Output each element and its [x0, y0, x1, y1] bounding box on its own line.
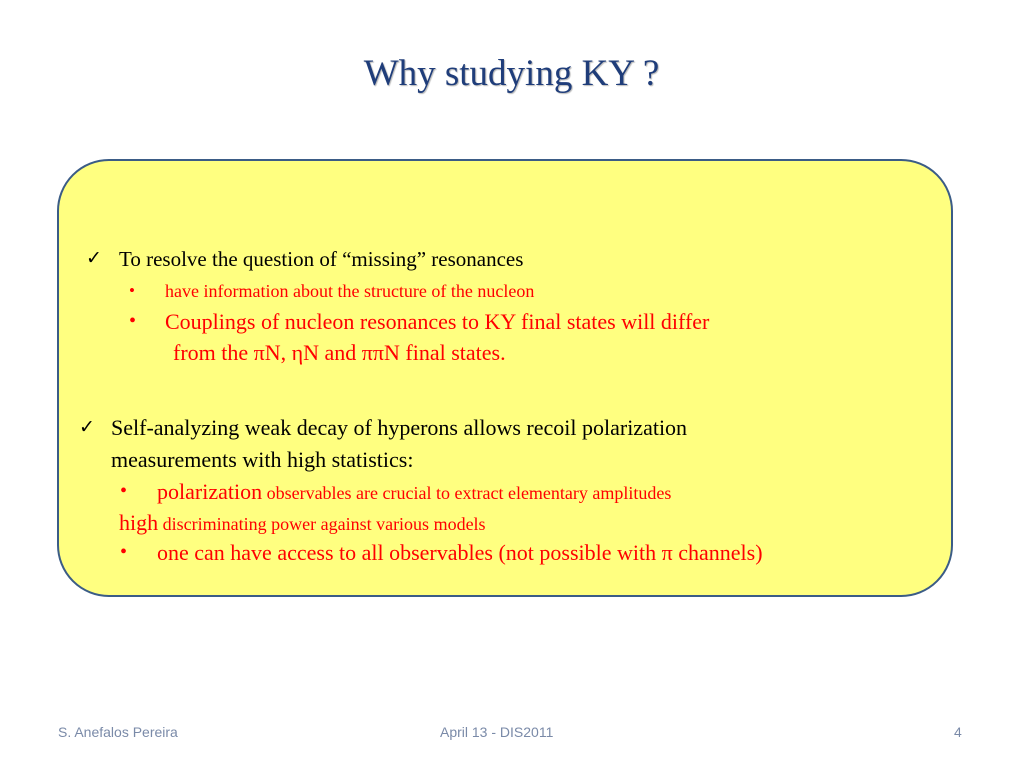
- checkmark-icon: ✓: [79, 417, 95, 438]
- section2-line-2-lead: high: [119, 510, 159, 535]
- section1-bullet-1: have information about the structure of the nucleon: [165, 281, 535, 301]
- section1-heading: To resolve the question of “missing” resonances: [119, 247, 524, 271]
- section1-bullet-2-line1: Couplings of nucleon resonances to KY final states will differ: [165, 309, 710, 334]
- footer-page-number: 4: [954, 724, 962, 740]
- section2-line-2-text: discriminating power against various models: [158, 514, 486, 534]
- checkmark-icon: ✓: [86, 248, 102, 269]
- section2-bullet-1-text: observables are crucial to extract elementary amplitudes: [262, 483, 672, 503]
- section2-heading-line2: measurements with high statistics:: [111, 447, 414, 472]
- section2-bullet-1-lead: polarization: [157, 479, 263, 504]
- bullet-icon: •: [120, 541, 128, 563]
- section2-bullet-1: [157, 479, 671, 505]
- section1-bullet-2-line2: from the πN, ηN and ππN final states.: [173, 340, 506, 365]
- section2-heading-line1: Self-analyzing weak decay of hyperons allows recoil polarization: [111, 415, 688, 440]
- section2-line-2: [119, 510, 486, 536]
- bullet-icon: •: [129, 281, 135, 300]
- footer-author: S. Anefalos Pereira: [58, 724, 178, 740]
- section2-bullet-3: one can have access to all observables (not possible with π channels): [157, 540, 763, 565]
- footer-date: April 13 - DIS2011: [440, 724, 554, 740]
- bullet-icon: •: [120, 480, 128, 502]
- bullet-icon: •: [129, 310, 137, 332]
- slide-title: Why studying KY ?: [363, 53, 660, 94]
